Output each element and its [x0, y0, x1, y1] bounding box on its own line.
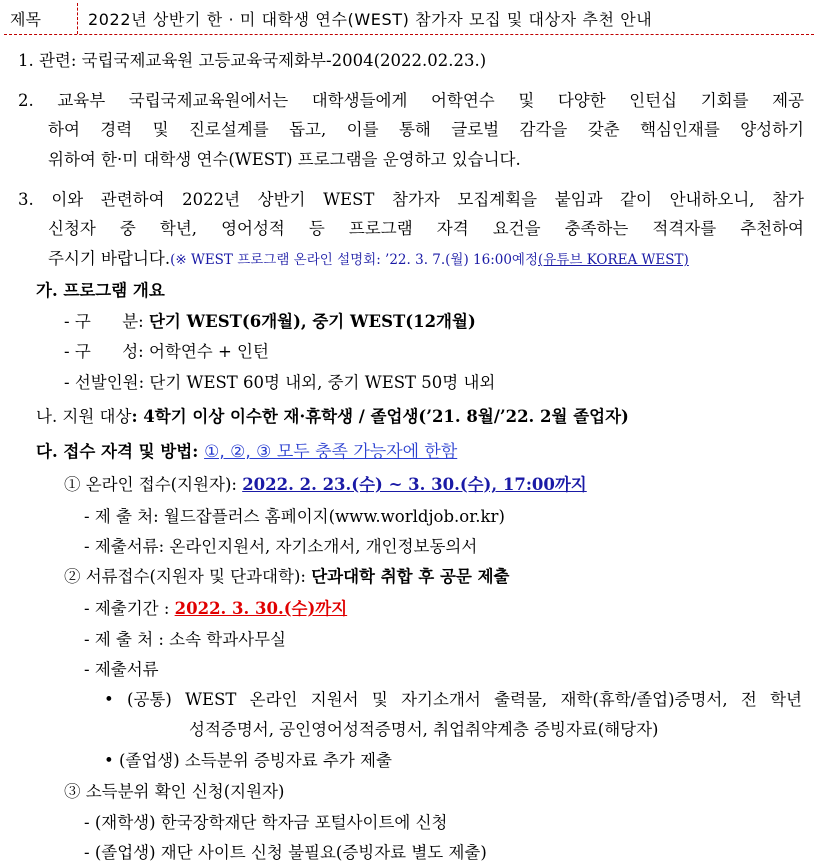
section-na-label: 나. 지원 대상: [36, 407, 132, 426]
section-da-label: 다. 접수 자격 및 방법:: [36, 442, 205, 461]
document-title: 2022년 상반기 한 · 미 대학생 연수(WEST) 참가자 모집 및 대상자 추천 안내: [88, 10, 653, 29]
step-2-common-docs-line-2: 성적증명서, 공인영어성적증명서, 취업취약계층 증빙자료(해당자): [189, 720, 659, 739]
step-2-period-row: [84, 597, 347, 621]
section-da-row: [36, 440, 457, 464]
youtube-korea-west-link[interactable]: (유튜브 KOREA WEST): [538, 252, 689, 268]
item-3-line-2: 신청자 중 학년, 영어성적 등 프로그램 자격 요건을 충족하는 적격자를 추천하여: [48, 219, 804, 238]
item-3-closing-text: 주시기 바랍니다.: [48, 249, 171, 268]
section-ga-title: 가. 프로그램 개요: [36, 281, 165, 300]
title-label: 제목: [4, 3, 78, 34]
program-composition-row: - 구 성: 어학연수 + 인턴: [64, 342, 269, 361]
step-3-title: ③ 소득분위 확인 신청(지원자): [64, 782, 285, 801]
section-na-row: [36, 405, 629, 429]
program-type-row: [64, 310, 476, 334]
step-2-period-value: 2022. 3. 30.(수)까지: [174, 599, 348, 618]
step-3-graduate: - (졸업생) 재단 사이트 신청 불필요(증빙자료 별도 제출): [84, 843, 487, 862]
step-1-row: [64, 473, 587, 497]
item-2-line-2: 하여 경력 및 진로설계를 돕고, 이를 통해 글로벌 감각을 갖춘 핵심인재를 양성하기: [48, 120, 804, 139]
step-2-title-bold: 단과대학 취합 후 공문 제출: [311, 567, 510, 586]
step-2-submit-place: - 제 출 처 : 소속 학과사무실: [84, 630, 286, 649]
section-da-highlight: ①, ②, ③ 모두 충족 가능자에 한함: [204, 442, 458, 462]
item-2-line-1: 2. 교육부 국립국제교육원에서는 대학생들에게 어학연수 및 다양한 인턴십 기회를 제공: [18, 91, 804, 110]
step-2-period-label: - 제출기간 :: [84, 599, 175, 618]
section-na-value: : 4학기 이상 이수한 재·휴학생 / 졸업생(’21. 8월/’22. 2월 졸업자): [131, 407, 629, 426]
step-2-title: ② 서류접수(지원자 및 단과대학):: [64, 567, 312, 586]
step-1-submit-place: - 제 출 처: 월드잡플러스 홈페이지(www.worldjob.or.kr): [84, 507, 505, 526]
title-row: [4, 3, 814, 35]
step-1-title: ① 온라인 접수(지원자):: [64, 475, 243, 494]
selection-count-row: - 선발인원: 단기 WEST 60명 내외, 중기 WEST 50명 내외: [64, 373, 496, 392]
program-type-value: 단기 WEST(6개월), 중기 WEST(12개월): [148, 312, 476, 331]
step-1-date: 2022. 2. 23.(수) ~ 3. 30.(수), 17:00까지: [242, 475, 587, 494]
step-1-submit-docs: - 제출서류: 온라인지원서, 자기소개서, 개인정보동의서: [84, 537, 478, 556]
step-2-common-docs-line-1: • (공통) WEST 온라인 지원서 및 자기소개서 출력물, 재학(휴학/졸업)증명서, 전 학년: [104, 690, 802, 709]
item-3-line-3: [48, 247, 689, 271]
webinar-notice: (※ WEST 프로그램 온라인 설명회: ’22. 3. 7.(월) 16:00예정: [170, 252, 539, 268]
step-2-row: [64, 565, 510, 589]
step-3-enrolled: - (재학생) 한국장학재단 학자금 포털사이트에 신청: [84, 813, 448, 832]
program-type-label: - 구 분:: [64, 312, 149, 331]
item-1-reference: 1. 관련: 국립국제교육원 고등교육국제화부-2004(2022.02.23.): [18, 51, 487, 70]
step-2-graduate-docs: • (졸업생) 소득분위 증빙자료 추가 제출: [104, 751, 392, 770]
item-3-line-1: 3. 이와 관련하여 2022년 상반기 WEST 참가자 모집계획을 붙임과 같이 안내하오니, 참가: [18, 190, 804, 209]
item-2-line-3: 위하여 한·미 대학생 연수(WEST) 프로그램을 운영하고 있습니다.: [48, 150, 521, 169]
step-2-docs-label: - 제출서류: [84, 660, 159, 679]
